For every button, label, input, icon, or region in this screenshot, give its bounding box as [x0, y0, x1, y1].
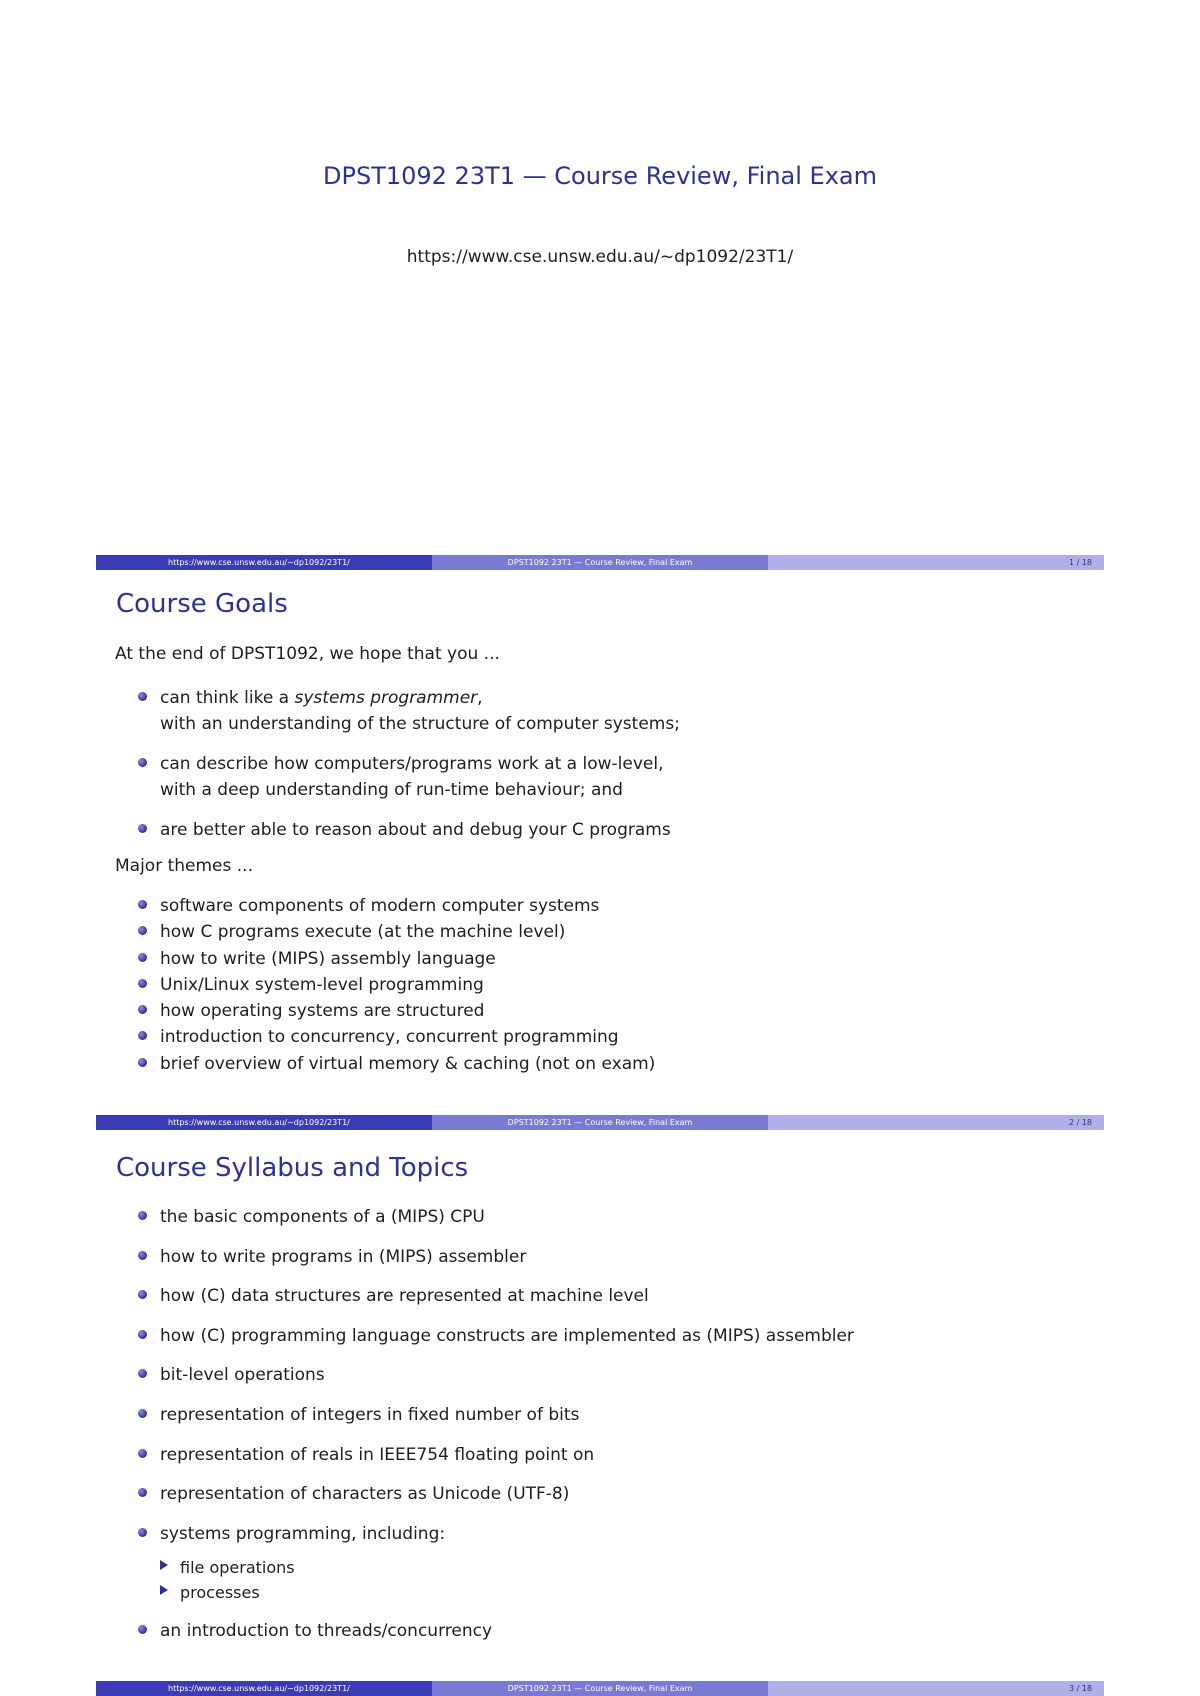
bullet-icon [138, 979, 147, 988]
sub-list-item: file operations [160, 1555, 1038, 1580]
list-item: how C programs execute (at the machine level) [138, 919, 1038, 945]
slide2-title: Course Goals [116, 589, 288, 619]
bullet-icon [138, 692, 147, 701]
footer-page-number: 1 / 18 [768, 555, 1104, 570]
bullet-icon [138, 1369, 147, 1378]
themes-list [138, 893, 1038, 1077]
list-item: can describe how computers/programs work at a low-level, with a deep understanding of run-time behaviour; and [138, 751, 1038, 803]
bullet-icon [138, 1528, 147, 1537]
bullet-icon [138, 1031, 147, 1040]
topics-list [138, 1204, 1038, 1644]
list-item: representation of reals in IEEE754 floating point on [138, 1442, 1038, 1468]
list-item: introduction to concurrency, concurrent programming [138, 1024, 1038, 1050]
footer-slide3 [96, 1681, 1104, 1696]
bullet-icon [138, 758, 147, 767]
bullet-icon [138, 900, 147, 909]
slide3-title: Course Syllabus and Topics [116, 1153, 469, 1183]
footer-slide2 [96, 1115, 1104, 1130]
list-item: how to write (MIPS) assembly language [138, 946, 1038, 972]
sub-list-item: processes [160, 1580, 1038, 1605]
bullet-icon [138, 1058, 147, 1067]
list-item: how (C) data structures are represented at machine level [138, 1283, 1038, 1309]
list-item: how to write programs in (MIPS) assembler [138, 1244, 1038, 1270]
bullet-icon [138, 1330, 147, 1339]
footer-slide1 [96, 555, 1104, 570]
bullet-icon [138, 824, 147, 833]
bullet-icon [138, 1488, 147, 1497]
bullet-icon [138, 1251, 147, 1260]
list-item: brief overview of virtual memory & caching (not on exam) [138, 1051, 1038, 1077]
footer-page-number: 2 / 18 [768, 1115, 1104, 1130]
list-item: bit-level operations [138, 1362, 1038, 1388]
sub-list [160, 1555, 1038, 1605]
slide2-intro: At the end of DPST1092, we hope that you ... [115, 644, 500, 664]
list-item: how (C) programming language constructs are implemented as (MIPS) assembler [138, 1323, 1038, 1349]
list-item: can think like a systems programmer, with an understanding of the structure of computer systems; [138, 685, 1038, 737]
footer-title: DPST1092 23T1 — Course Review, Final Exam [432, 1115, 768, 1130]
triangle-bullet-icon [160, 1585, 168, 1595]
slide2-themes-intro: Major themes ... [115, 856, 253, 876]
list-item: are better able to reason about and debug your C programs [138, 817, 1038, 843]
footer-title: DPST1092 23T1 — Course Review, Final Exam [432, 555, 768, 570]
goals-list [138, 685, 1038, 843]
list-item: representation of integers in fixed number of bits [138, 1402, 1038, 1428]
list-item: an introduction to threads/concurrency [138, 1618, 1038, 1644]
bullet-icon [138, 953, 147, 962]
bullet-icon [138, 1449, 147, 1458]
triangle-bullet-icon [160, 1560, 168, 1570]
bullet-icon [138, 1290, 147, 1299]
footer-url: https://www.cse.unsw.edu.au/~dp1092/23T1/ [96, 555, 432, 570]
list-item: systems programming, including: file operations processes [138, 1521, 1038, 1605]
list-item: Unix/Linux system-level programming [138, 972, 1038, 998]
bullet-icon [138, 1005, 147, 1014]
bullet-icon [138, 1409, 147, 1418]
list-item: software components of modern computer systems [138, 893, 1038, 919]
bullet-icon [138, 926, 147, 935]
bullet-icon [138, 1211, 147, 1220]
footer-url: https://www.cse.unsw.edu.au/~dp1092/23T1/ [96, 1681, 432, 1696]
list-item: how operating systems are structured [138, 998, 1038, 1024]
list-item: representation of characters as Unicode (UTF-8) [138, 1481, 1038, 1507]
slide1-title: DPST1092 23T1 — Course Review, Final Exam [323, 162, 877, 190]
footer-title: DPST1092 23T1 — Course Review, Final Exam [432, 1681, 768, 1696]
footer-page-number: 3 / 18 [768, 1681, 1104, 1696]
slide1-url: https://www.cse.unsw.edu.au/~dp1092/23T1/ [406, 247, 794, 267]
footer-url: https://www.cse.unsw.edu.au/~dp1092/23T1/ [96, 1115, 432, 1130]
list-item: the basic components of a (MIPS) CPU [138, 1204, 1038, 1230]
bullet-icon [138, 1625, 147, 1634]
